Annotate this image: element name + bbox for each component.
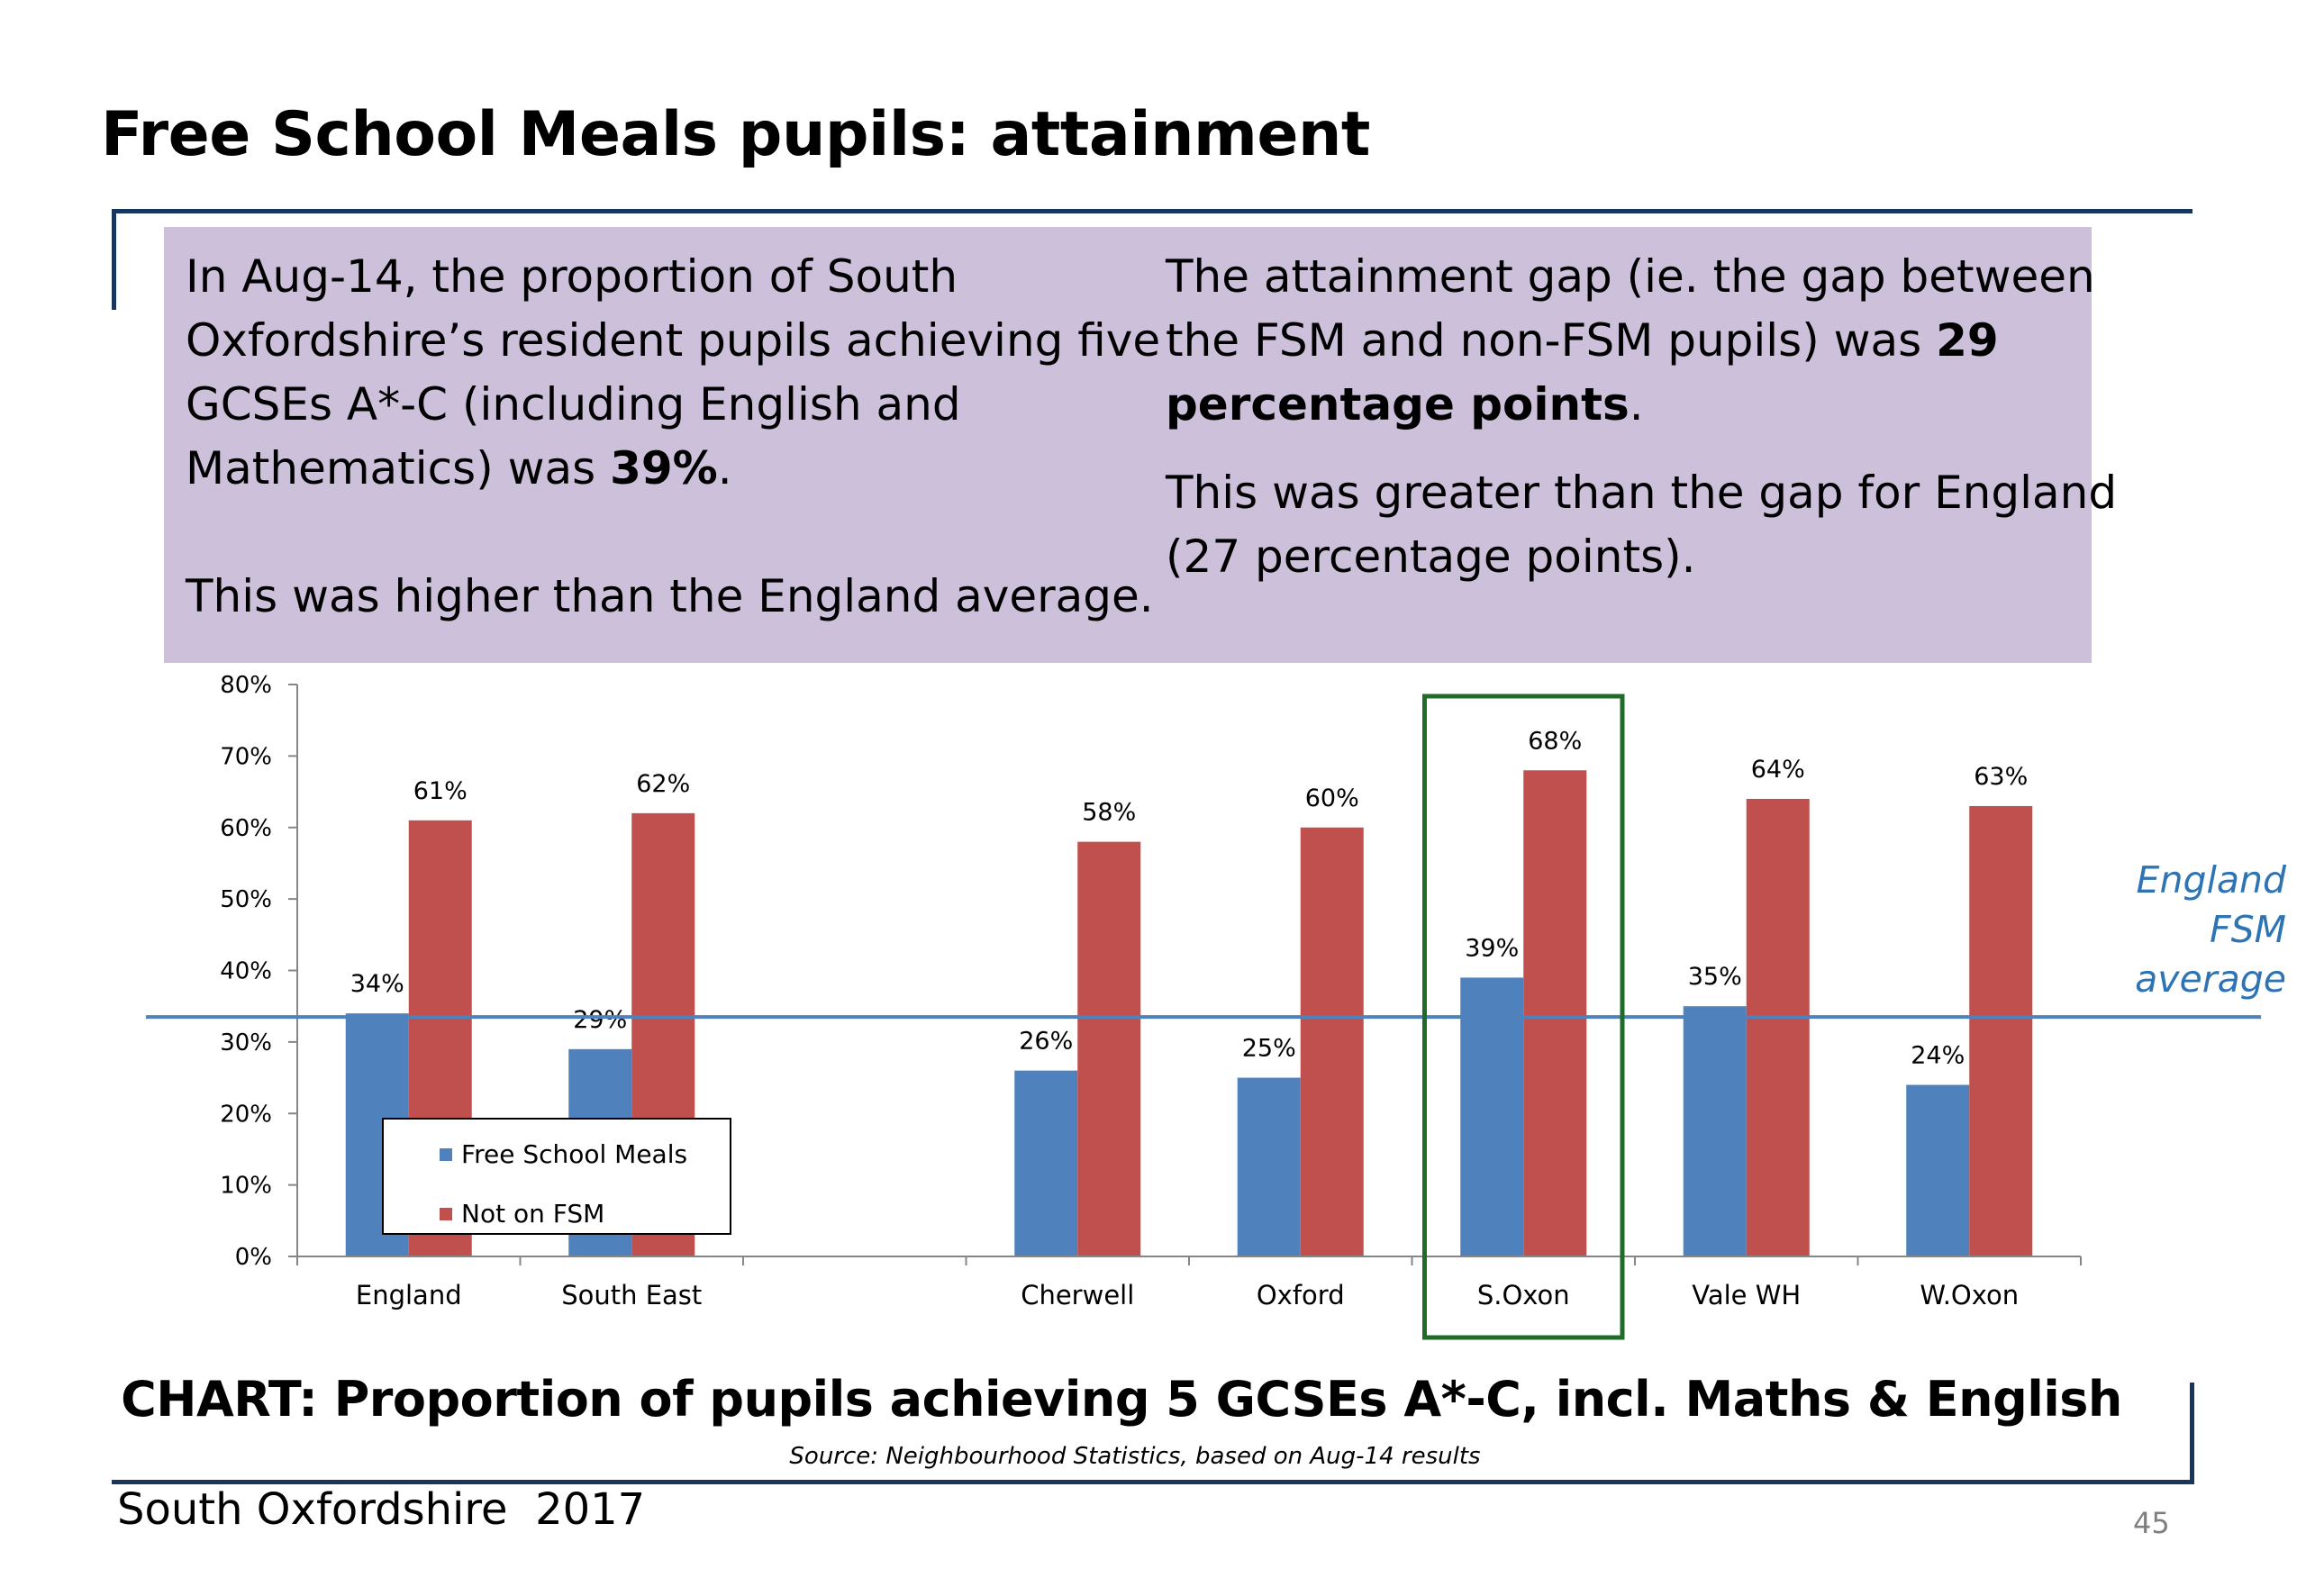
y-tick-label: 70% [220, 743, 272, 771]
summary-highlight-value: 29 [1936, 314, 1999, 367]
data-label: 63% [1974, 762, 2029, 791]
annotation-line: FSM [2210, 908, 2286, 951]
chart-title: CHART: Proportion of pupils achieving 5 GCSEs A*-C, incl. Maths & English [121, 1371, 2122, 1428]
data-label: 26% [1019, 1027, 1074, 1056]
bar-not-fsm [1077, 842, 1140, 1256]
england-fsm-average-label [2135, 856, 2286, 1004]
bar-fsm [1906, 1085, 1969, 1257]
summary-text: the FSM and non-FSM pupils) was [1166, 314, 1937, 367]
page-number: 45 [2133, 1506, 2170, 1540]
slide-title: Free School Meals pupils: attainment [101, 99, 1370, 170]
annotation-line: England [2136, 858, 2286, 902]
footer-text: South Oxfordshire 2017 [117, 1484, 646, 1535]
legend-label: Not on FSM [461, 1199, 605, 1229]
x-tick-label: Cherwell [1021, 1280, 1135, 1310]
data-label: 34% [350, 970, 404, 999]
summary-left-line: Oxfordshire’s resident pupils achieving five [186, 314, 1161, 367]
bar-fsm [1238, 1078, 1301, 1256]
legend-swatch-red [440, 1208, 452, 1220]
y-tick-label: 60% [220, 814, 272, 842]
x-tick-label: S.Oxon [1476, 1280, 1570, 1310]
x-tick-label: W.Oxon [1920, 1280, 2020, 1310]
x-tick-label: England [355, 1280, 462, 1310]
data-label: 39% [1465, 934, 1520, 963]
y-tick-label: 0% [234, 1244, 272, 1271]
legend-item-not-fsm [440, 1199, 604, 1229]
summary-text: . [1629, 378, 1644, 431]
y-tick-label: 80% [220, 672, 272, 699]
data-label: 62% [636, 769, 691, 798]
chart-legend [382, 1118, 731, 1235]
data-label: 58% [1082, 798, 1137, 827]
bar-fsm [1460, 977, 1523, 1256]
y-tick-label: 50% [220, 886, 272, 914]
summary-left-line: GCSEs A*-C (including English and [186, 378, 961, 431]
summary-text: Mathematics) was [186, 442, 611, 494]
summary-left-line: This was higher than the England average. [186, 570, 1154, 622]
y-tick-label: 30% [220, 1029, 272, 1056]
data-label: 25% [1241, 1034, 1296, 1063]
y-tick-label: 10% [220, 1172, 272, 1200]
summary-highlight-value: percentage points [1166, 378, 1630, 431]
data-label: 61% [413, 776, 468, 805]
legend-item-fsm [440, 1139, 687, 1169]
data-label: 64% [1750, 756, 1805, 784]
summary-right-line: (27 percentage points). [1166, 530, 1696, 583]
legend-label: Free School Meals [461, 1139, 688, 1169]
summary-text: . [717, 442, 732, 494]
summary-highlight-value: 39% [610, 442, 718, 494]
bar-not-fsm [1969, 806, 2032, 1256]
bar-not-fsm [1301, 828, 1364, 1256]
y-tick-label: 20% [220, 1101, 272, 1129]
bar-fsm [1014, 1071, 1077, 1256]
summary-right-line: This was greater than the gap for England [1166, 467, 2118, 519]
y-tick-label: 40% [220, 957, 272, 985]
x-tick-label: Vale WH [1692, 1280, 1802, 1310]
data-label: 68% [1528, 727, 1583, 756]
bar-not-fsm [1747, 799, 1810, 1256]
summary-right-line: The attainment gap (ie. the gap between [1166, 250, 2095, 303]
annotation-line: average [2135, 957, 2286, 1001]
data-label: 60% [1304, 784, 1359, 812]
data-label: 35% [1687, 963, 1742, 992]
chart-source: Source: Neighbourhood Statistics, based on Aug-14 results [789, 1443, 1481, 1470]
bar-fsm [1684, 1006, 1747, 1256]
summary-left-line: In Aug-14, the proportion of South [186, 250, 958, 303]
data-label: 29% [573, 1005, 628, 1034]
x-tick-label: South East [561, 1280, 703, 1310]
bottom-right-bracket [2190, 1383, 2194, 1484]
legend-swatch-blue [440, 1148, 452, 1161]
x-tick-label: Oxford [1256, 1280, 1345, 1310]
bar-not-fsm [1523, 770, 1586, 1256]
data-label: 24% [1911, 1041, 1966, 1070]
